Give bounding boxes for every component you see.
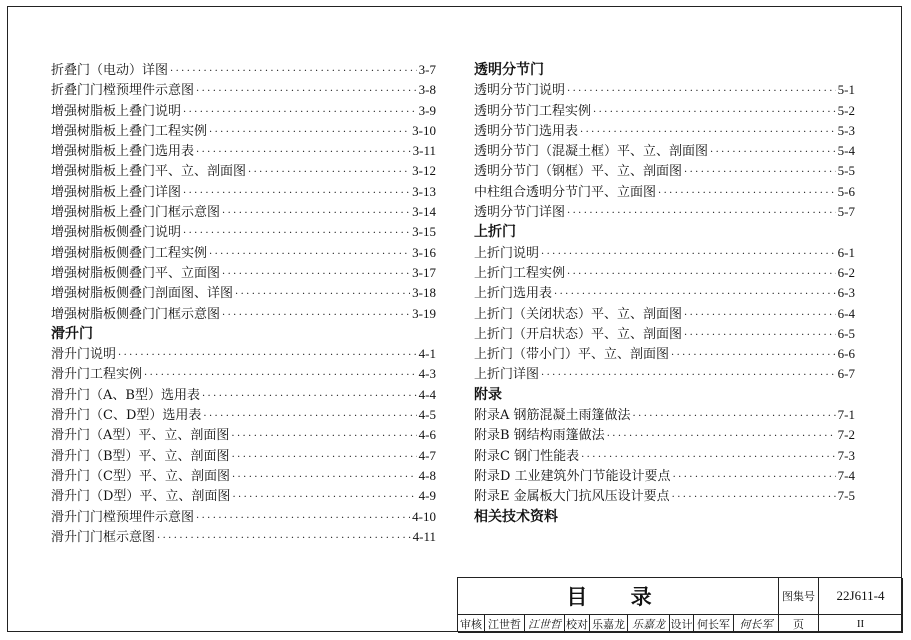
toc-entry xyxy=(474,161,855,181)
section-heading: 透明分节门 xyxy=(474,62,544,78)
entry-title: 增强树脂板上叠门选用表 xyxy=(51,144,195,160)
entry-page: 4-7 xyxy=(418,447,436,463)
section-heading: 附录 xyxy=(474,386,502,403)
entry-page: 4-10 xyxy=(412,508,436,524)
toc-entry xyxy=(474,141,855,161)
toc-entry xyxy=(474,446,855,466)
entry-title: 上折门工程实例 xyxy=(474,265,566,281)
entry-page: 5-4 xyxy=(837,143,855,159)
entry-page: 3-16 xyxy=(412,244,436,260)
entry-title: 增强树脂板上叠门平、立、剖面图 xyxy=(51,164,247,180)
design-name: 何长军 xyxy=(694,615,734,633)
dot-leader xyxy=(581,448,836,468)
toc-entry xyxy=(51,263,436,283)
toc-entry xyxy=(51,60,436,80)
dot-leader xyxy=(567,82,836,102)
section-heading: 上折门 xyxy=(474,224,516,241)
dot-leader xyxy=(248,163,410,183)
dot-leader xyxy=(183,184,410,204)
entry-page: 5-1 xyxy=(837,82,855,98)
entry-page: 7-3 xyxy=(837,447,855,463)
page-number: II xyxy=(819,615,903,633)
entry-title: 增强树脂板侧叠门平、立面图 xyxy=(51,265,221,281)
toc-entry xyxy=(474,304,855,324)
entry-title: 滑升门（C、D型）选用表 xyxy=(51,408,202,424)
entry-title: 透明分节门（钢框）平、立、剖面图 xyxy=(474,164,683,180)
entry-title: 附录A 钢筋混凝土雨篷做法 xyxy=(474,408,631,424)
entry-title: 滑升门（D型）平、立、剖面图 xyxy=(51,489,231,505)
section-heading: 滑升门 xyxy=(51,325,93,342)
toc-entry xyxy=(51,466,436,486)
entry-page: 3-17 xyxy=(412,264,436,280)
dot-leader xyxy=(567,204,836,224)
entry-title: 滑升门说明 xyxy=(51,347,117,363)
toc-entry xyxy=(51,182,436,202)
entry-title: 透明分节门（混凝土框）平、立、剖面图 xyxy=(474,144,709,160)
entry-title: 滑升门门樘预埋件示意图 xyxy=(51,509,195,525)
entry-page: 3-10 xyxy=(412,122,436,138)
entry-page: 3-15 xyxy=(412,224,436,240)
toc-entry xyxy=(474,121,855,141)
toc-entry xyxy=(51,527,436,547)
entry-title: 附录E 金属板大门抗风压设计要点 xyxy=(474,489,670,505)
entry-title: 滑升门门框示意图 xyxy=(51,529,156,545)
entry-page: 5-5 xyxy=(837,163,855,179)
check-signature: 乐嘉龙 xyxy=(628,615,670,633)
dot-leader xyxy=(607,427,836,447)
entry-page: 6-5 xyxy=(837,325,855,341)
entry-page: 5-7 xyxy=(837,204,855,220)
entry-title: 上折门（关闭状态）平、立、剖面图 xyxy=(474,306,683,322)
dot-leader xyxy=(196,509,410,529)
toc-entry xyxy=(474,405,855,425)
toc-entry xyxy=(474,101,855,121)
entry-page: 3-8 xyxy=(418,82,436,98)
entry-page: 4-8 xyxy=(418,467,436,483)
check-label: 校对 xyxy=(565,615,590,633)
entry-title: 附录D 工业建筑外门节能设计要点 xyxy=(474,468,671,484)
dot-leader xyxy=(232,448,417,468)
dot-leader xyxy=(710,143,836,163)
entry-page: 6-7 xyxy=(837,366,855,382)
entry-page: 4-3 xyxy=(418,366,436,382)
dot-leader xyxy=(196,143,411,163)
toc-entry xyxy=(51,222,436,242)
entry-page: 5-3 xyxy=(837,122,855,138)
entry-page: 3-9 xyxy=(418,102,436,118)
entry-title: 上折门详图 xyxy=(474,367,540,383)
dot-leader xyxy=(231,427,416,447)
entry-page: 5-6 xyxy=(837,183,855,199)
entry-title: 滑升门（C型）平、立、剖面图 xyxy=(51,468,230,484)
toc-entry xyxy=(474,324,855,344)
entry-page: 3-18 xyxy=(412,285,436,301)
dot-leader xyxy=(593,103,836,123)
entry-page: 7-2 xyxy=(837,427,855,443)
entry-title: 增强树脂板侧叠门剖面图、详图 xyxy=(51,286,234,302)
dot-leader xyxy=(541,366,836,386)
dot-leader xyxy=(183,224,410,244)
dot-leader xyxy=(196,82,417,102)
entry-page: 4-9 xyxy=(418,488,436,504)
dot-leader xyxy=(673,468,836,488)
toc-entry xyxy=(51,405,436,425)
dot-leader xyxy=(541,245,836,265)
atlas-number: 22J611-4 xyxy=(819,578,903,615)
toc-entry xyxy=(51,101,436,121)
dot-leader xyxy=(633,407,836,427)
dot-leader xyxy=(672,488,836,508)
dot-leader xyxy=(183,103,417,123)
dot-leader xyxy=(232,488,416,508)
review-name: 江世哲 xyxy=(485,615,525,633)
toc-entry xyxy=(51,486,436,506)
entry-page: 6-3 xyxy=(837,285,855,301)
entry-title: 增强树脂板侧叠门门框示意图 xyxy=(51,306,221,322)
dot-leader xyxy=(202,387,417,407)
entry-page: 4-6 xyxy=(418,427,436,443)
toc-entry xyxy=(51,344,436,364)
dot-leader xyxy=(658,184,836,204)
toc-entry xyxy=(51,446,436,466)
dot-leader xyxy=(222,265,410,285)
toc-entry xyxy=(474,283,855,303)
toc-entry xyxy=(51,161,436,181)
toc-entry xyxy=(474,364,855,384)
toc-entry xyxy=(51,141,436,161)
toc-left-column xyxy=(51,60,436,547)
page-label: 页 xyxy=(779,615,819,633)
entry-page: 3-12 xyxy=(412,163,436,179)
entry-page: 4-4 xyxy=(418,386,436,402)
dot-leader xyxy=(118,346,417,366)
toc-entry xyxy=(51,80,436,100)
toc-entry xyxy=(51,202,436,222)
toc-entry xyxy=(474,182,855,202)
entry-page: 7-5 xyxy=(837,488,855,504)
dot-leader xyxy=(235,285,410,305)
dot-leader xyxy=(203,407,416,427)
dot-leader xyxy=(567,265,836,285)
dot-leader xyxy=(232,468,417,488)
entry-title: 滑升门（A型）平、立、剖面图 xyxy=(51,428,230,444)
entry-title: 增强树脂板上叠门工程实例 xyxy=(51,123,208,139)
toc-right-column xyxy=(474,60,855,527)
toc-entry xyxy=(474,243,855,263)
section-heading: 相关技术资料 xyxy=(474,508,558,525)
entry-title: 增强树脂板上叠门详图 xyxy=(51,184,182,200)
entry-title: 滑升门（A、B型）选用表 xyxy=(51,387,200,403)
entry-page: 4-5 xyxy=(418,407,436,423)
design-signature: 何长军 xyxy=(734,615,779,633)
dot-leader xyxy=(684,306,836,326)
review-label: 审核 xyxy=(458,615,485,633)
sheet-title: 目 录 xyxy=(458,578,779,615)
entry-title: 折叠门（电动）详图 xyxy=(51,63,169,78)
toc-entry xyxy=(51,425,436,445)
entry-title: 透明分节门工程实例 xyxy=(474,103,592,119)
dot-leader xyxy=(144,366,417,386)
entry-title: 增强树脂板上叠门门框示意图 xyxy=(51,205,221,221)
dot-leader xyxy=(671,346,836,366)
entry-title: 上折门说明 xyxy=(474,245,540,261)
toc-entry xyxy=(51,385,436,405)
toc-entry xyxy=(51,283,436,303)
entry-title: 上折门选用表 xyxy=(474,286,553,302)
entry-title: 附录B 钢结构雨篷做法 xyxy=(474,428,605,444)
design-label: 设计 xyxy=(670,615,694,633)
dot-leader xyxy=(209,123,410,143)
toc-entry xyxy=(51,364,436,384)
entry-title: 透明分节门说明 xyxy=(474,83,566,99)
entry-page: 7-4 xyxy=(837,467,855,483)
dot-leader xyxy=(209,245,410,265)
toc-entry xyxy=(51,243,436,263)
dot-leader xyxy=(684,163,836,183)
toc-entry xyxy=(474,466,855,486)
atlas-label: 图集号 xyxy=(779,578,819,615)
toc-entry xyxy=(51,507,436,527)
entry-title: 附录C 钢门性能表 xyxy=(474,448,580,464)
toc-entry xyxy=(474,486,855,506)
entry-title: 上折门（开启状态）平、立、剖面图 xyxy=(474,326,683,342)
entry-page: 3-14 xyxy=(412,204,436,220)
dot-leader xyxy=(684,326,836,346)
check-name: 乐嘉龙 xyxy=(590,615,628,633)
review-signature: 江世哲 xyxy=(525,615,565,633)
entry-title: 折叠门门樘预埋件示意图 xyxy=(51,83,195,99)
toc-entry xyxy=(474,263,855,283)
entry-title: 滑升门（B型）平、立、剖面图 xyxy=(51,448,230,464)
entry-page: 3-19 xyxy=(412,305,436,321)
entry-title: 增强树脂板侧叠门工程实例 xyxy=(51,245,208,261)
entry-title: 滑升门工程实例 xyxy=(51,367,143,383)
dot-leader xyxy=(554,285,836,305)
toc-entry xyxy=(474,425,855,445)
dot-leader xyxy=(222,306,410,326)
entry-page: 5-2 xyxy=(837,102,855,118)
entry-page: 4-11 xyxy=(412,528,436,544)
entry-page: 6-4 xyxy=(837,305,855,321)
entry-title: 透明分节门详图 xyxy=(474,205,566,221)
toc-entry xyxy=(474,202,855,222)
dot-leader xyxy=(157,529,411,549)
dot-leader xyxy=(170,62,417,82)
entry-title: 透明分节门选用表 xyxy=(474,123,579,139)
entry-title: 增强树脂板侧叠门说明 xyxy=(51,225,182,241)
entry-page: 6-1 xyxy=(837,244,855,260)
entry-page: 3-7 xyxy=(418,62,436,77)
dot-leader xyxy=(222,204,410,224)
toc-entry xyxy=(474,344,855,364)
entry-title: 上折门（带小门）平、立、剖面图 xyxy=(474,347,670,363)
entry-page: 6-2 xyxy=(837,264,855,280)
toc-entry xyxy=(51,121,436,141)
title-block xyxy=(457,577,902,632)
toc-entry xyxy=(51,304,436,324)
entry-title: 增强树脂板上叠门说明 xyxy=(51,103,182,119)
entry-page: 3-13 xyxy=(412,183,436,199)
entry-page: 6-6 xyxy=(837,346,855,362)
entry-page: 3-11 xyxy=(412,143,436,159)
entry-title: 中柱组合透明分节门平、立面图 xyxy=(474,184,657,200)
entry-page: 4-1 xyxy=(418,346,436,362)
toc-entry xyxy=(474,80,855,100)
entry-page: 7-1 xyxy=(837,407,855,423)
dot-leader xyxy=(580,123,836,143)
